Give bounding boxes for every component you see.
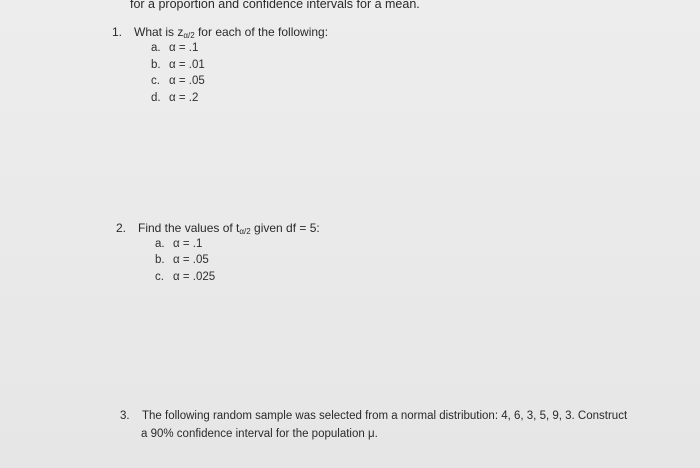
question-1-item-b	[151, 59, 205, 71]
question-2-number: 2.	[116, 221, 127, 235]
item-letter: b.	[151, 59, 161, 71]
item-value: α = .05	[169, 75, 205, 87]
question-1-suffix: for each of the following:	[194, 25, 329, 39]
item-letter: a.	[155, 238, 165, 250]
item-value: α = .025	[173, 271, 216, 283]
question-3-line-1: The following random sample was selected from a normal distribution: 4, 6, 3, 5, 9, 3. Construct	[142, 410, 628, 422]
item-value: α = .01	[169, 59, 205, 71]
item-value: α = .05	[173, 254, 209, 266]
item-value: α = .2	[169, 92, 199, 104]
question-3-number: 3.	[120, 410, 130, 422]
question-1-number: 1.	[112, 25, 123, 39]
question-3-line-2: a 90% confidence interval for the population μ.	[141, 428, 378, 440]
item-letter: d.	[151, 92, 161, 104]
question-1-item-c	[151, 75, 205, 87]
item-value: α = .1	[173, 238, 203, 250]
question-1-prefix: What is z	[134, 25, 184, 39]
question-2-item-c	[155, 271, 215, 283]
item-value: α = .1	[169, 42, 199, 54]
item-letter: c.	[151, 75, 160, 87]
question-1-subscript: α/2	[183, 31, 195, 40]
question-1-item-a	[151, 42, 198, 54]
question-1-item-d	[151, 92, 198, 104]
question-2	[116, 221, 320, 235]
question-2-item-a	[155, 238, 202, 250]
question-2-prefix: Find the values of t	[138, 221, 240, 235]
question-3	[120, 410, 627, 422]
question-1	[112, 25, 328, 39]
item-letter: a.	[151, 42, 161, 54]
question-2-item-b	[155, 254, 209, 266]
question-2-subscript: α/2	[239, 227, 251, 236]
item-letter: c.	[155, 271, 164, 283]
header-text: for a proportion and confidence intervals for a mean.	[130, 0, 420, 11]
question-2-suffix: given df = 5:	[250, 221, 320, 235]
item-letter: b.	[155, 254, 165, 266]
